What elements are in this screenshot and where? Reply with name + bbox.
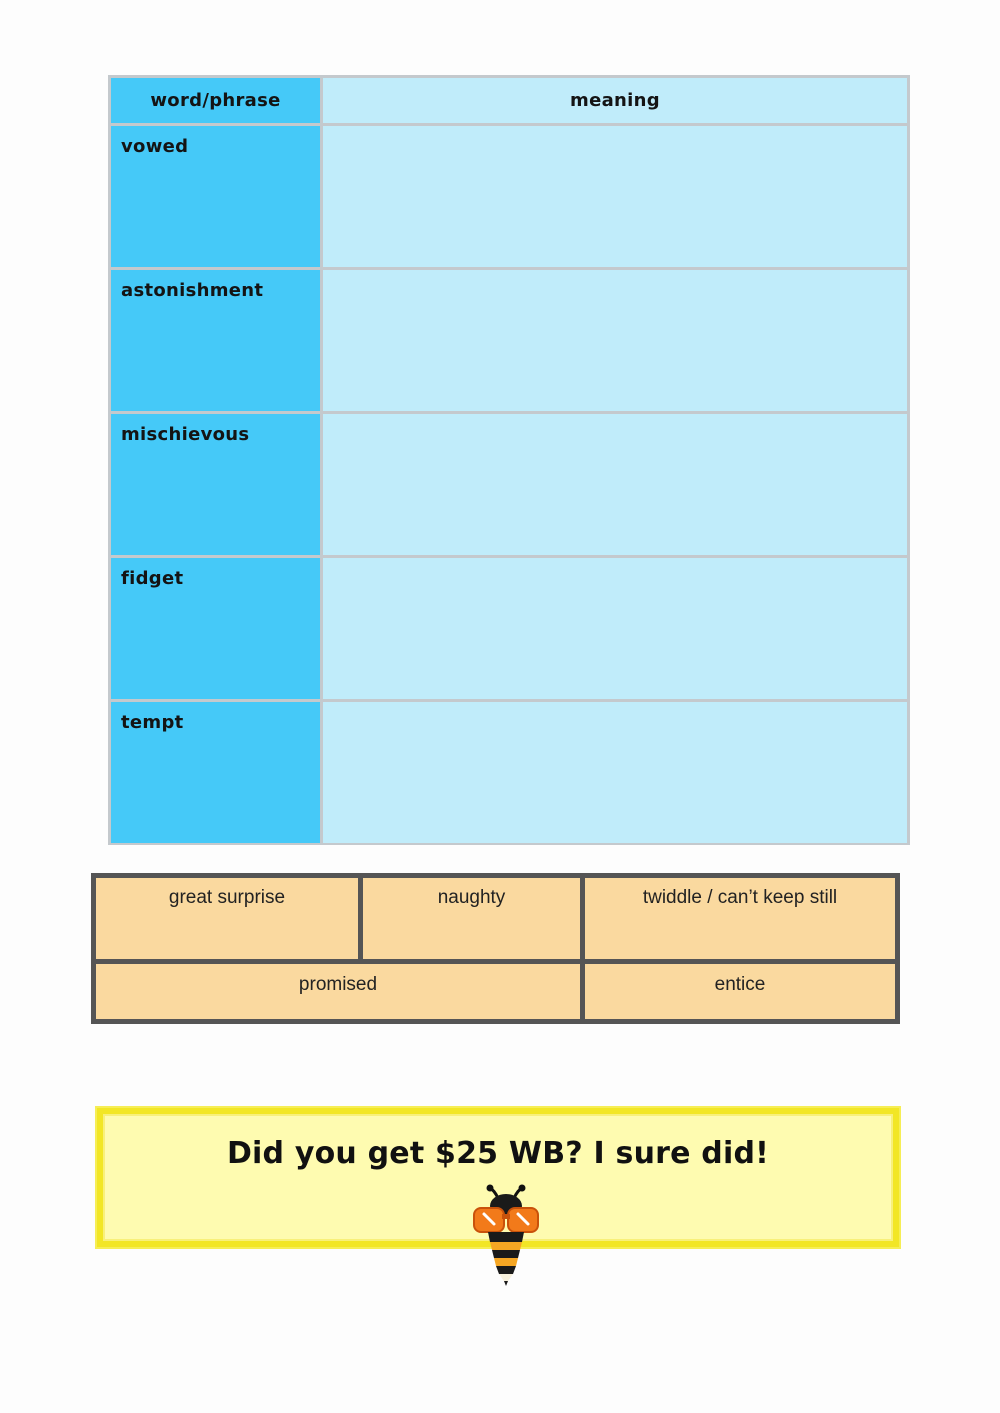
word-bank bbox=[91, 873, 900, 1024]
meaning-drop-zone-3[interactable] bbox=[323, 414, 907, 555]
answer-tile-twiddle[interactable]: twiddle / can’t keep still bbox=[585, 878, 895, 959]
answer-tile-promised[interactable]: promised bbox=[96, 964, 580, 1019]
answer-tile-great-surprise[interactable]: great surprise bbox=[96, 878, 358, 959]
meaning-drop-zone-2[interactable] bbox=[323, 270, 907, 411]
meaning-drop-zone-5[interactable] bbox=[323, 702, 907, 843]
word-cell-tempt: tempt bbox=[111, 702, 320, 843]
bee-icon bbox=[468, 1184, 544, 1288]
word-cell-fidget: fidget bbox=[111, 558, 320, 699]
word-cell-vowed: vowed bbox=[111, 126, 320, 267]
word-cell-astonishment: astonishment bbox=[111, 270, 320, 411]
meaning-drop-zone-1[interactable] bbox=[323, 126, 907, 267]
answer-tile-naughty[interactable]: naughty bbox=[363, 878, 580, 959]
header-word-phrase: word/phrase bbox=[111, 78, 320, 123]
meaning-drop-zone-4[interactable] bbox=[323, 558, 907, 699]
vocabulary-table bbox=[108, 75, 910, 845]
banner-message: Did you get $25 WB? I sure did! bbox=[226, 1136, 770, 1171]
answer-tile-entice[interactable]: entice bbox=[585, 964, 895, 1019]
header-meaning: meaning bbox=[323, 78, 907, 123]
word-cell-mischievous: mischievous bbox=[111, 414, 320, 555]
